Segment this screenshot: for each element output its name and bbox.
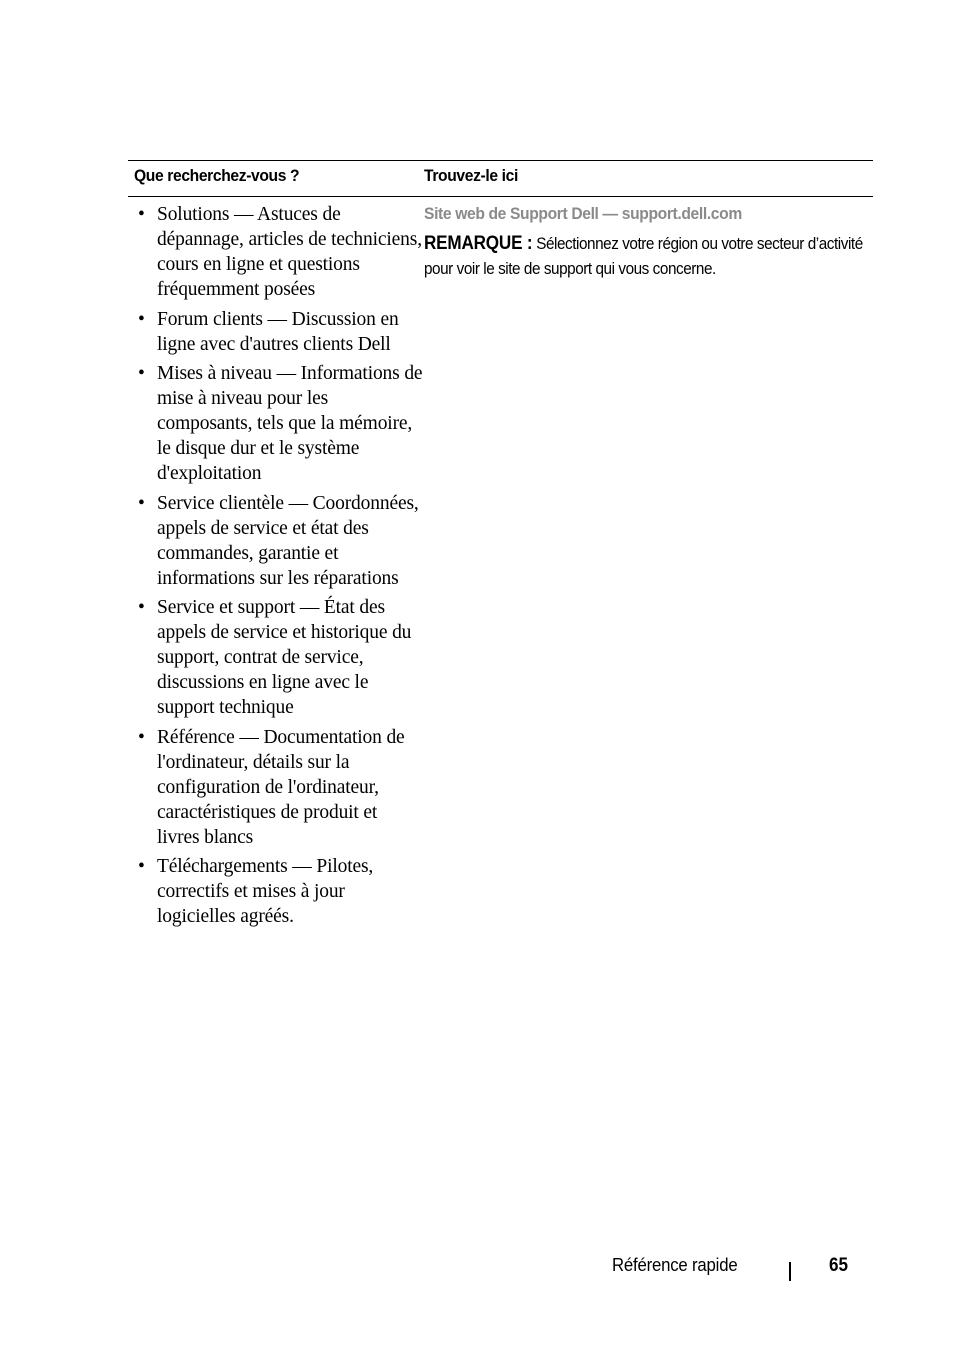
list-item xyxy=(134,361,424,486)
list-item-text: Service clientèle — Coordonnées, appels de service et état des commandes, garantie et informations sur les réparations xyxy=(157,492,419,589)
footer-divider xyxy=(789,1262,791,1281)
note-text: Sélectionnez votre région ou votre secteur d’activité pour voir le site de support qui vous concerne. xyxy=(424,234,863,278)
list-item xyxy=(134,307,424,357)
list-item-text: Solutions — Astuces de dépannage, articles de techniciens, cours en ligne et questions fréquemment posées xyxy=(157,204,422,300)
note-label: REMARQUE : xyxy=(424,233,533,254)
bullet-icon: • xyxy=(138,363,145,384)
list-item xyxy=(134,854,424,929)
bullet-icon: • xyxy=(138,492,145,514)
list-item xyxy=(134,491,424,591)
list-item xyxy=(134,595,424,720)
topic-list xyxy=(134,202,424,934)
column-header-question: Que recherchez-vous ? xyxy=(134,166,300,185)
info-table xyxy=(128,160,873,927)
bullet-icon: • xyxy=(138,308,145,330)
list-item-text: Service et support — État des appels de service et historique du support, contrat de service, discussions en ligne avec le support technique xyxy=(157,597,412,718)
list-item xyxy=(134,725,424,850)
bullet-icon: • xyxy=(138,204,145,225)
location-cell xyxy=(424,202,874,281)
page-footer xyxy=(0,1255,954,1285)
support-site-link[interactable]: Site web de Support Dell — support.dell.com xyxy=(424,204,742,223)
page-number: 65 xyxy=(829,1255,849,1276)
table-header-row xyxy=(128,160,873,197)
list-item-text: Référence — Documentation de l'ordinateur, détails sur la configuration de l'ordinateur, caractéristiques de produit et livres blancs xyxy=(157,726,405,848)
list-item-text: Mises à niveau — Informations de mise à niveau pour les composants, tels que la mémoire, le disque dur et le système d'exploitation xyxy=(157,363,423,484)
footer-section-title: Référence rapide xyxy=(612,1255,738,1275)
bullet-icon: • xyxy=(138,597,145,618)
list-item-text: Téléchargements — Pilotes, correctifs et mises à jour logicielles agréés. xyxy=(157,856,374,927)
bullet-icon: • xyxy=(138,726,145,748)
list-item-text: Forum clients — Discussion en ligne avec d'autres clients Dell xyxy=(157,308,399,355)
bullet-icon: • xyxy=(138,856,145,877)
column-header-location: Trouvez-le ici xyxy=(424,166,518,185)
note-block xyxy=(424,231,874,281)
list-item xyxy=(134,202,424,302)
